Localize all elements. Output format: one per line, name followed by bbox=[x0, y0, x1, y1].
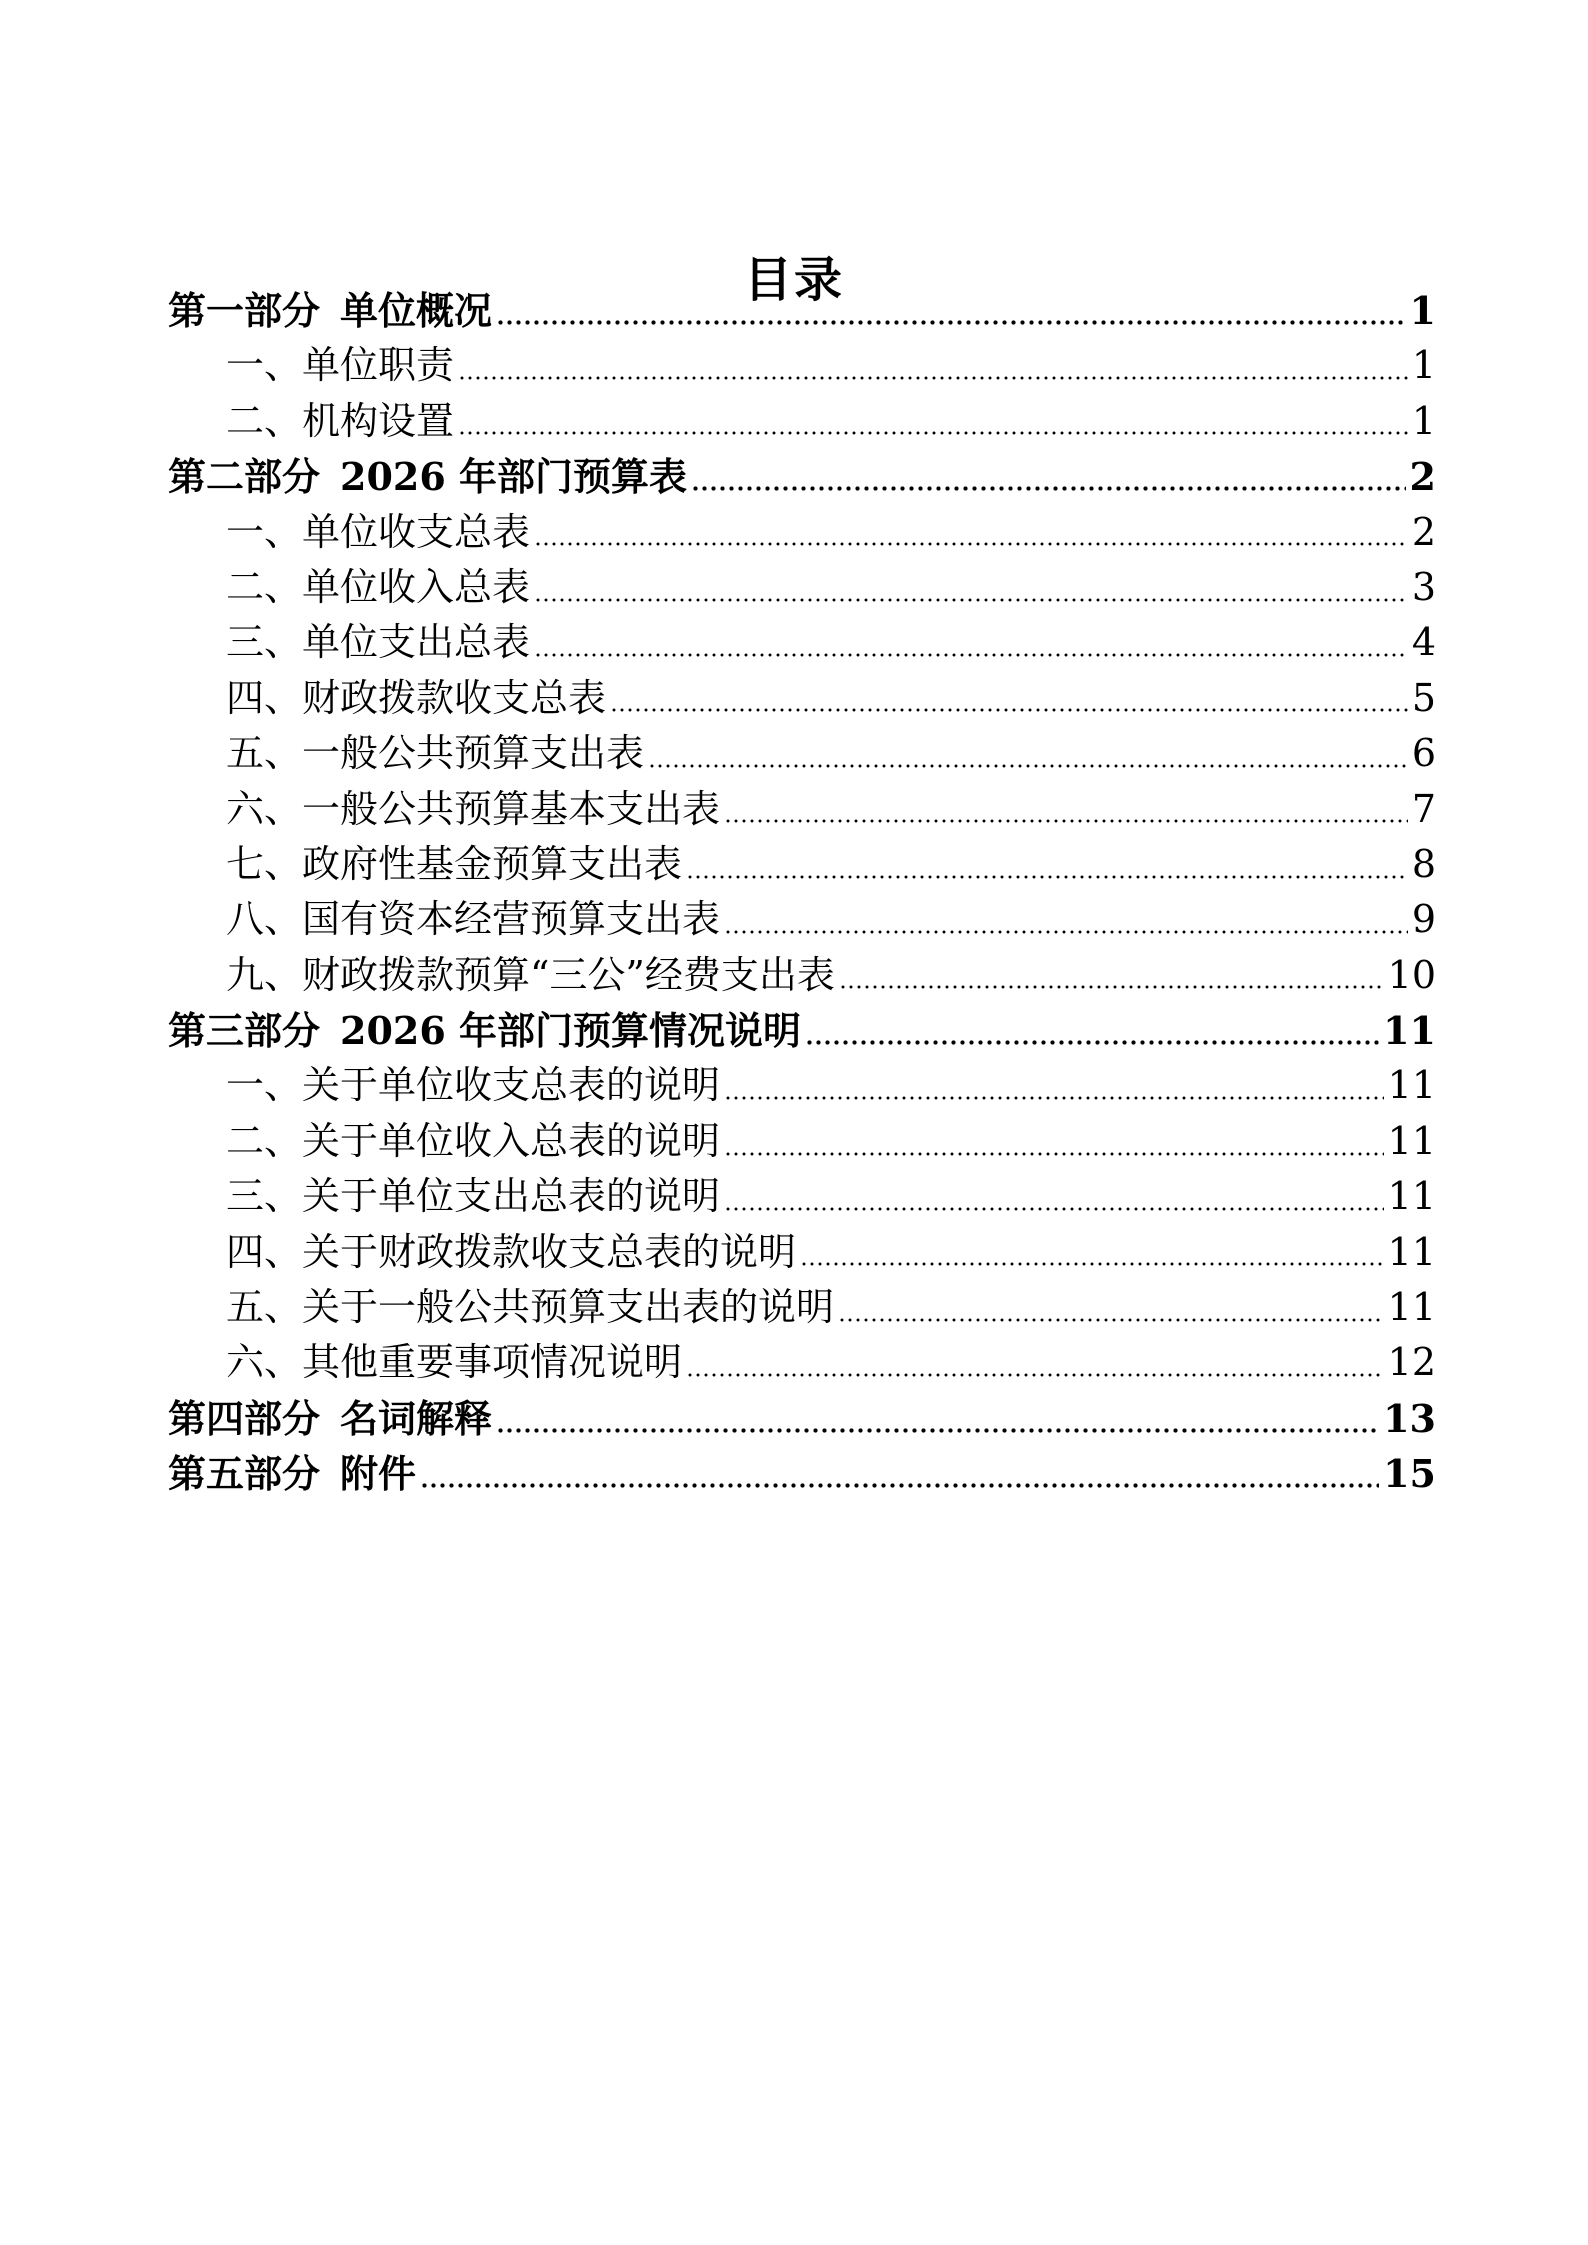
toc-entry-label bbox=[226, 1058, 720, 1113]
toc-section-entry[interactable] bbox=[168, 1003, 1436, 1058]
toc-entry-label bbox=[226, 671, 606, 726]
toc-entry-title: 二、机构设置 bbox=[226, 398, 455, 443]
toc-subsection-entry[interactable] bbox=[168, 394, 1436, 449]
toc-subsection-entry[interactable] bbox=[168, 892, 1436, 947]
toc-page-number: 11 bbox=[1387, 1174, 1436, 1219]
toc-subsection-entry[interactable] bbox=[168, 948, 1436, 1003]
toc-entry-label bbox=[168, 1003, 801, 1058]
toc-subsection-entry[interactable] bbox=[168, 726, 1436, 781]
toc-entry-title: 一、单位收支总表 bbox=[226, 509, 531, 554]
toc-entry-label bbox=[226, 1169, 720, 1224]
dot-leader bbox=[458, 346, 1408, 386]
toc-entry-title: 名词解释 bbox=[340, 1395, 493, 1441]
dot-leader bbox=[724, 789, 1408, 829]
toc-entry-label bbox=[168, 283, 492, 338]
dot-leader bbox=[724, 1122, 1384, 1162]
toc-page-number: 1 bbox=[1411, 343, 1436, 388]
toc-entry-title: 七、政府性基金预算支出表 bbox=[226, 841, 683, 886]
toc-entry-title: 九、财政拨款预算“三公”经费支出表 bbox=[226, 952, 835, 997]
toc-entry-title: 三、关于单位支出总表的说明 bbox=[226, 1174, 721, 1219]
toc-page-number: 7 bbox=[1411, 786, 1436, 831]
toc-part-number: 第四部分 bbox=[168, 1395, 321, 1441]
toc-subsection-entry[interactable] bbox=[168, 338, 1436, 393]
toc-page-number: 11 bbox=[1387, 1118, 1436, 1163]
toc-page-number: 11 bbox=[1387, 1063, 1436, 1108]
toc-page-number: 2 bbox=[1411, 509, 1436, 554]
toc-entry-title: 四、财政拨款收支总表 bbox=[226, 675, 607, 720]
toc-part-number: 第二部分 bbox=[168, 454, 321, 500]
toc-entry-label bbox=[168, 1446, 416, 1501]
toc-subsection-entry[interactable] bbox=[168, 615, 1436, 670]
dot-leader bbox=[496, 291, 1406, 331]
dot-leader bbox=[724, 1066, 1384, 1106]
toc-entry-title: 三、单位支出总表 bbox=[226, 620, 531, 665]
dot-leader bbox=[724, 1177, 1384, 1217]
dot-leader bbox=[496, 1399, 1379, 1439]
toc-page-number: 9 bbox=[1411, 897, 1436, 942]
table-of-contents bbox=[168, 283, 1436, 1502]
toc-entry-label bbox=[168, 1391, 492, 1446]
toc-entry-label bbox=[226, 782, 720, 837]
dot-leader bbox=[839, 955, 1384, 995]
toc-subsection-entry[interactable] bbox=[168, 837, 1436, 892]
toc-page-number: 3 bbox=[1411, 564, 1436, 609]
toc-entry-title: 五、关于一般公共预算支出表的说明 bbox=[226, 1285, 835, 1330]
toc-subsection-entry[interactable] bbox=[168, 505, 1436, 560]
toc-part-number: 第一部分 bbox=[168, 288, 321, 333]
toc-section-entry[interactable] bbox=[168, 283, 1436, 338]
toc-entry-title: 附件 bbox=[340, 1451, 417, 1497]
toc-entry-title: 四、关于财政拨款收支总表的说明 bbox=[226, 1229, 797, 1274]
dot-leader bbox=[805, 1011, 1379, 1051]
toc-entry-title: 一、单位职责 bbox=[226, 343, 455, 388]
toc-page-number: 10 bbox=[1387, 952, 1436, 997]
toc-entry-title: 2026 年部门预算表 bbox=[340, 454, 688, 500]
toc-page-number: 1 bbox=[1409, 288, 1436, 333]
toc-page-number: 13 bbox=[1383, 1395, 1436, 1441]
toc-page-number: 2 bbox=[1409, 454, 1436, 500]
dot-leader bbox=[534, 568, 1408, 608]
toc-page-number: 5 bbox=[1411, 675, 1436, 720]
toc-part-number: 第五部分 bbox=[168, 1451, 321, 1497]
toc-entry-title: 2026 年部门预算情况说明 bbox=[340, 1008, 802, 1054]
toc-entry-label bbox=[226, 1335, 682, 1390]
dot-leader bbox=[800, 1232, 1384, 1272]
toc-part-number: 第三部分 bbox=[168, 1008, 321, 1054]
toc-page-number: 15 bbox=[1383, 1451, 1436, 1497]
toc-subsection-entry[interactable] bbox=[168, 782, 1436, 837]
toc-page-number: 8 bbox=[1411, 841, 1436, 886]
toc-entry-title: 六、一般公共预算基本支出表 bbox=[226, 786, 721, 831]
dot-leader bbox=[838, 1288, 1384, 1328]
toc-page-number: 11 bbox=[1387, 1229, 1436, 1274]
toc-page-number: 6 bbox=[1411, 731, 1436, 776]
toc-entry-label bbox=[226, 726, 644, 781]
toc-entry-title: 一、关于单位收支总表的说明 bbox=[226, 1063, 721, 1108]
toc-page-number: 12 bbox=[1387, 1340, 1436, 1385]
toc-section-entry[interactable] bbox=[168, 449, 1436, 504]
toc-subsection-entry[interactable] bbox=[168, 560, 1436, 615]
toc-entry-title: 二、关于单位收入总表的说明 bbox=[226, 1118, 721, 1163]
toc-entry-label bbox=[226, 1280, 834, 1335]
page-title: 目录 bbox=[743, 252, 844, 309]
dot-leader bbox=[610, 678, 1408, 718]
dot-leader bbox=[691, 457, 1406, 497]
toc-subsection-entry[interactable] bbox=[168, 1280, 1436, 1335]
toc-subsection-entry[interactable] bbox=[168, 1225, 1436, 1280]
toc-entry-label bbox=[226, 1114, 720, 1169]
toc-subsection-entry[interactable] bbox=[168, 1169, 1436, 1224]
toc-entry-label bbox=[226, 892, 720, 947]
toc-entry-title: 五、一般公共预算支出表 bbox=[226, 731, 645, 776]
dot-leader bbox=[724, 900, 1408, 940]
toc-entry-title: 六、其他重要事项情况说明 bbox=[226, 1340, 683, 1385]
toc-entry-label bbox=[226, 615, 530, 670]
toc-page-number: 1 bbox=[1411, 398, 1436, 443]
toc-subsection-entry[interactable] bbox=[168, 1058, 1436, 1113]
dot-leader bbox=[534, 512, 1408, 552]
toc-page-number: 11 bbox=[1387, 1285, 1436, 1330]
toc-section-entry[interactable] bbox=[168, 1446, 1436, 1501]
toc-entry-title: 八、国有资本经营预算支出表 bbox=[226, 897, 721, 942]
toc-subsection-entry[interactable] bbox=[168, 1335, 1436, 1390]
toc-entry-title: 单位概况 bbox=[340, 288, 493, 333]
toc-entry-label bbox=[226, 338, 454, 393]
toc-entry-label bbox=[226, 560, 530, 615]
toc-entry-label bbox=[168, 449, 687, 504]
dot-leader bbox=[648, 734, 1408, 774]
dot-leader bbox=[686, 1343, 1384, 1383]
toc-page-number: 11 bbox=[1383, 1008, 1436, 1054]
toc-entry-label bbox=[226, 394, 454, 449]
dot-leader bbox=[534, 623, 1408, 663]
toc-entry-title: 二、单位收入总表 bbox=[226, 564, 531, 609]
toc-entry-label bbox=[226, 1225, 796, 1280]
dot-leader bbox=[420, 1454, 1379, 1494]
toc-subsection-entry[interactable] bbox=[168, 671, 1436, 726]
toc-page-number: 4 bbox=[1411, 620, 1436, 665]
toc-entry-label bbox=[226, 505, 530, 560]
dot-leader bbox=[458, 401, 1408, 441]
toc-entry-label bbox=[226, 837, 682, 892]
dot-leader bbox=[686, 845, 1408, 885]
toc-subsection-entry[interactable] bbox=[168, 1114, 1436, 1169]
toc-section-entry[interactable] bbox=[168, 1391, 1436, 1446]
toc-entry-label bbox=[226, 948, 835, 1003]
